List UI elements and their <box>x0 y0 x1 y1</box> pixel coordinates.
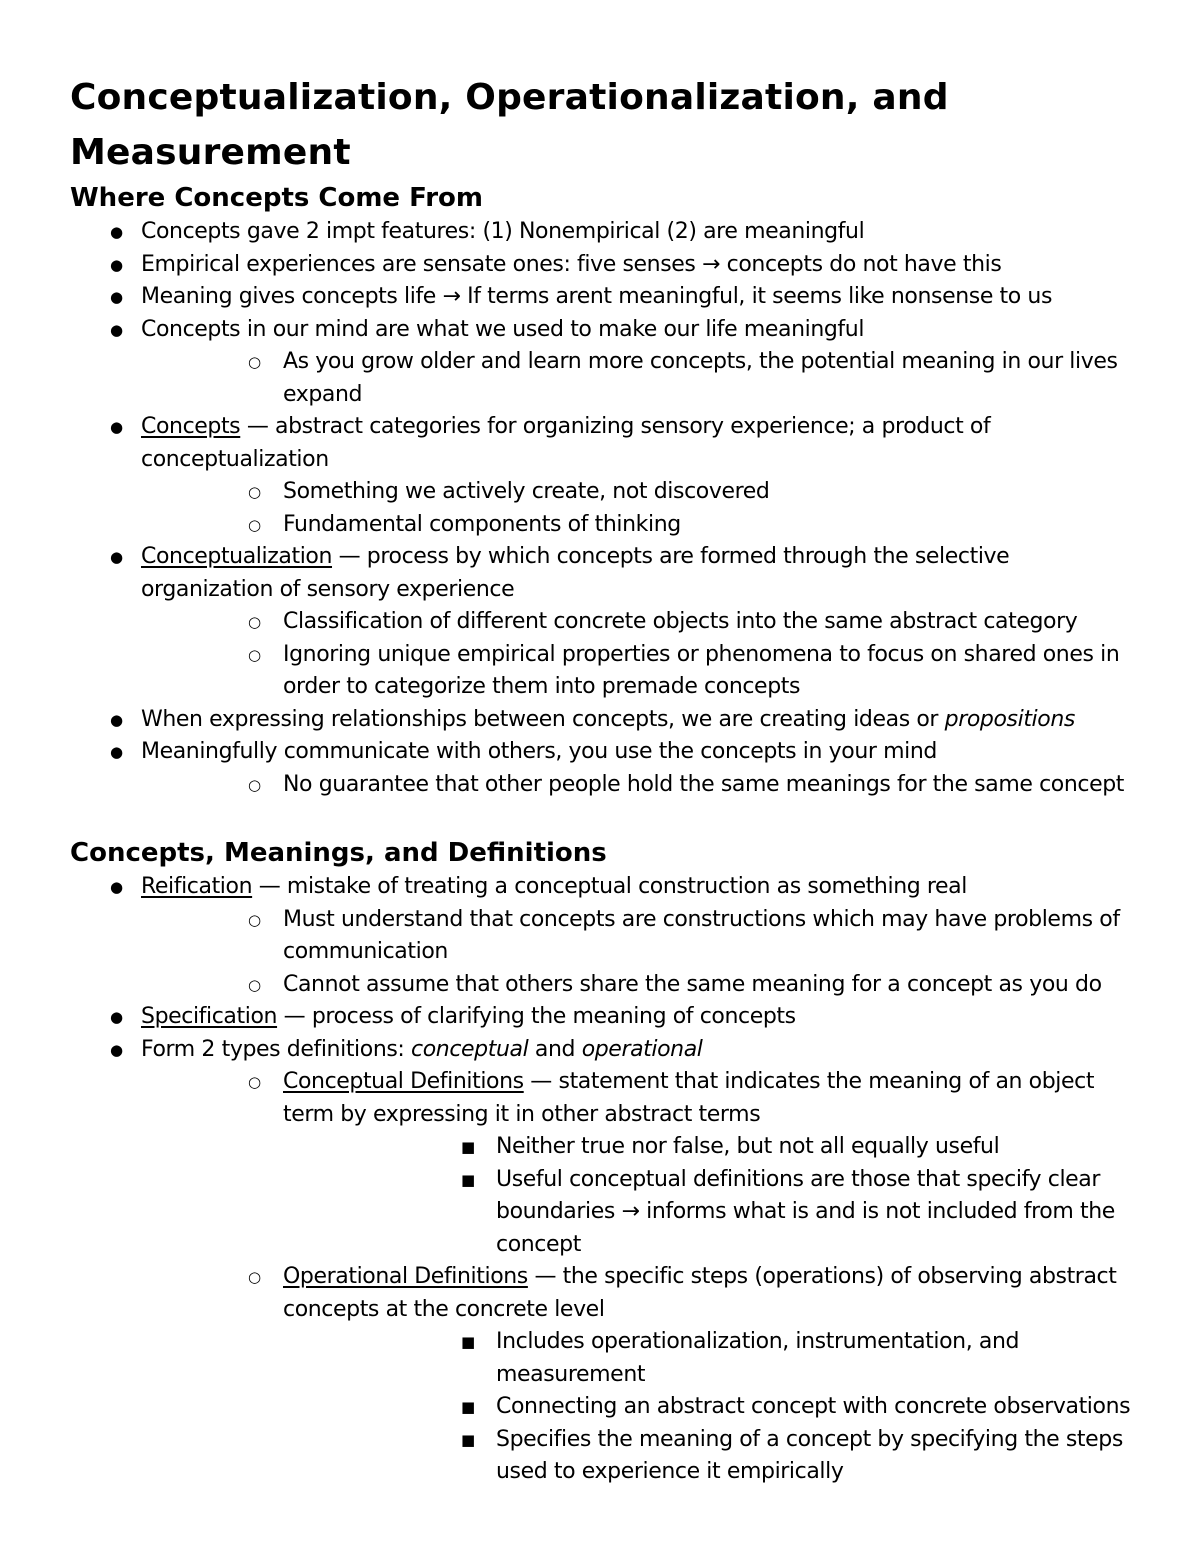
hollow-bullet-icon: ○ <box>248 910 261 929</box>
square-bullet-icon: ■ <box>461 1170 475 1189</box>
bullet-icon: ● <box>110 255 123 274</box>
section-heading-concepts-meanings-definitions: Concepts, Meanings, and Definitions <box>70 838 607 868</box>
hollow-bullet-icon: ○ <box>248 515 261 534</box>
square-bullet-icon: ■ <box>461 1430 475 1449</box>
term-conceptual: conceptual <box>411 1036 529 1062</box>
sublist <box>141 606 1140 704</box>
square-bullet-icon: ■ <box>461 1333 475 1351</box>
section-heading-where-concepts-come-from: Where Concepts Come From <box>70 183 483 213</box>
list-item: ○ Cannot assume that others share the same meaning for a concept as you do <box>141 969 1140 1002</box>
bullet-icon: ● <box>110 743 123 761</box>
term-operational-definitions: Operational Definitions <box>283 1264 528 1289</box>
hollow-bullet-icon: ○ <box>248 975 261 994</box>
sublist <box>141 769 1140 802</box>
list-item: ● Meaningfully communicate with others, you use the concepts in your mind ○ No guarantee that other people hold the same meanings for the same concept <box>70 736 1140 801</box>
hollow-bullet-icon: ○ <box>248 1268 261 1286</box>
list-item: ■ Includes operationalization, instrumentation, and measurement <box>283 1326 1140 1391</box>
list-item: ● Specification — process of clarifying the meaning of concepts <box>70 1001 1140 1034</box>
square-bullet-icon: ■ <box>461 1398 475 1416</box>
bullet-icon: ● <box>110 878 123 896</box>
bullet-icon: ● <box>110 1040 123 1059</box>
sublist <box>141 346 1140 411</box>
list-item: ■ Specifies the meaning of a concept by specifying the steps used to experience it empirically <box>283 1424 1140 1489</box>
sublist <box>141 1066 1140 1489</box>
term-conceptualization: Conceptualization <box>141 544 333 569</box>
document-title: Conceptualization, Operationalization, and Measurement <box>70 77 949 173</box>
list-item: ○ Something we actively create, not discovered <box>141 476 1140 509</box>
hollow-bullet-icon: ○ <box>248 353 261 371</box>
bullet-icon: ● <box>110 710 123 729</box>
section2-list <box>70 871 1140 1489</box>
term-operational: operational <box>581 1036 703 1062</box>
term-conceptual-definitions: Conceptual Definitions <box>283 1069 524 1094</box>
bullet-icon: ● <box>110 548 123 566</box>
list-item: ○ No guarantee that other people hold the same meanings for the same concept <box>141 769 1140 802</box>
term-concepts: Concepts <box>141 414 241 439</box>
term-reification: Reification <box>141 874 253 899</box>
sublist <box>283 1326 1140 1489</box>
list-item: ■ Connecting an abstract concept with concrete observations <box>283 1391 1140 1424</box>
list-item: ● Form 2 types definitions: conceptual and operational ○ Conceptual Definitions — statement that indicates the meaning of an object term by expressing it in other abstract terms ■ Neither true nor false, but not all equally useful ■ Useful conceptual definitions are those that specify clear boundaries → informs what is and is not included from the concept ○ Operational Definitions — the specific steps (operations) of observing abstract concepts at the concrete level ■ Includes operationalization, instrumentation, and measurement ■ Connecting an abstract concept with concrete observations ■ Specifies the meaning of a concept by specifying the steps used to experience it empirically <box>70 1034 1140 1489</box>
list-item: ○ Classification of different concrete objects into the same abstract category <box>141 606 1140 639</box>
bullet-icon: ● <box>110 1008 123 1026</box>
list-item: ■ Useful conceptual definitions are those that specify clear boundaries → informs what is and is not included from the concept <box>283 1164 1140 1262</box>
section1-list <box>70 216 1140 801</box>
hollow-bullet-icon: ○ <box>248 1073 261 1091</box>
list-item: ○ Must understand that concepts are constructions which may have problems of communication <box>141 904 1140 969</box>
term-specification: Specification <box>141 1004 278 1029</box>
list-item: ● Concepts — abstract categories for organizing sensory experience; a product of conceptualization ○ Something we actively create, not discovered ○ Fundamental components of thinking <box>70 411 1140 541</box>
list-item: ○ Ignoring unique empirical properties or phenomena to focus on shared ones in order to categorize them into premade concepts <box>141 639 1140 704</box>
bullet-icon: ● <box>110 418 123 436</box>
list-item: ● Reification — mistake of treating a conceptual construction as something real ○ Must understand that concepts are constructions which may have problems of communication ○ Cannot assume that others share the same meaning for a concept as you do <box>70 871 1140 1001</box>
sublist <box>141 476 1140 541</box>
list-item: ○ Operational Definitions — the specific steps (operations) of observing abstract concepts at the concrete level ■ Includes operationalization, instrumentation, and measurement ■ Connecting an abstract concept with concrete observations ■ Specifies the meaning of a concept by specifying the steps used to experience it empirically <box>141 1261 1140 1489</box>
hollow-bullet-icon: ○ <box>248 775 261 794</box>
list-item: ● When expressing relationships between concepts, we are creating ideas or propositions <box>70 704 1140 737</box>
hollow-bullet-icon: ○ <box>248 613 261 631</box>
list-item: ● Concepts gave 2 impt features: (1) Nonempirical (2) are meaningful <box>70 216 1140 249</box>
list-item: ■ Neither true nor false, but not all equally useful <box>283 1131 1140 1164</box>
list-item: ○ As you grow older and learn more concepts, the potential meaning in our lives expand <box>141 346 1140 411</box>
term-propositions: propositions <box>944 706 1075 732</box>
list-item: ○ Conceptual Definitions — statement that indicates the meaning of an object term by expressing it in other abstract terms ■ Neither true nor false, but not all equally useful ■ Useful conceptual definitions are those that specify clear boundaries → informs what is and is not included from the concept <box>141 1066 1140 1261</box>
square-bullet-icon: ■ <box>461 1138 475 1156</box>
list-item: ● Empirical experiences are sensate ones: five senses → concepts do not have this <box>70 249 1140 282</box>
list-item: ○ Fundamental components of thinking <box>141 509 1140 542</box>
bullet-icon: ● <box>110 320 123 339</box>
sublist <box>141 904 1140 1002</box>
hollow-bullet-icon: ○ <box>248 645 261 664</box>
list-item: ● Conceptualization — process by which concepts are formed through the selective organization of sensory experience ○ Classification of different concrete objects into the same abstract category ○ Ignoring unique empirical properties or phenomena to focus on shared ones in order to categorize them into premade concepts <box>70 541 1140 704</box>
list-item: ● Concepts in our mind are what we used to make our life meaningful ○ As you grow older and learn more concepts, the potential meaning in our lives expand <box>70 314 1140 412</box>
hollow-bullet-icon: ○ <box>248 483 261 501</box>
bullet-icon: ● <box>110 223 123 241</box>
bullet-icon: ● <box>110 288 123 306</box>
list-item: ● Meaning gives concepts life → If terms arent meaningful, it seems like nonsense to us <box>70 281 1140 314</box>
sublist <box>283 1131 1140 1261</box>
